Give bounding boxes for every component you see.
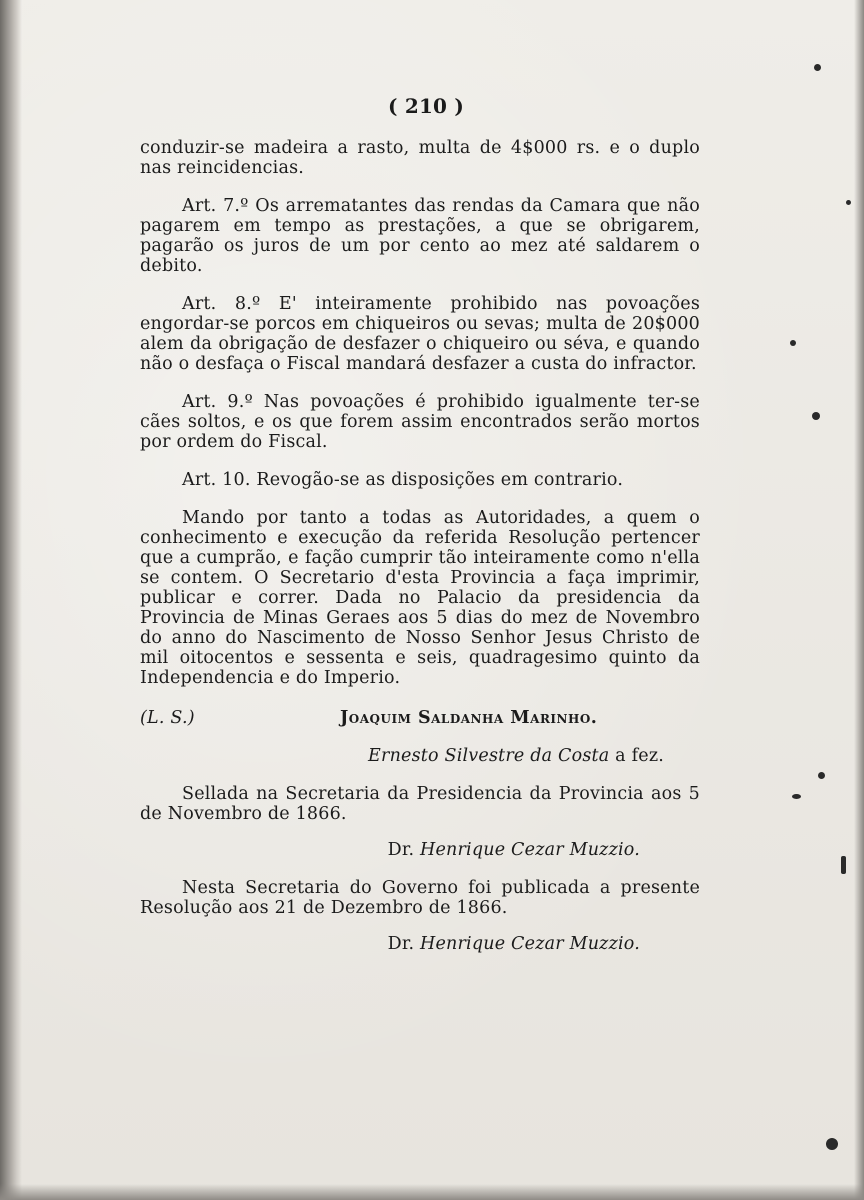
- published-signer-line: [140, 934, 700, 954]
- sealed-signer-prefix: Dr.: [387, 840, 420, 860]
- published-note: Nesta Secretaria do Governo foi publicada a presente Resolução aos 21 de Dezembro de 1866.: [140, 878, 700, 918]
- seal-mark: (L. S.): [140, 708, 195, 728]
- page-edge-right: [854, 0, 864, 1200]
- published-signer-name: Henrique Cezar Muzzio.: [420, 934, 640, 954]
- binding-shadow: [0, 0, 22, 1200]
- document-body: [140, 96, 700, 954]
- made-by-name: Ernesto Silvestre da Costa: [368, 746, 610, 766]
- paragraph-art-9: Art. 9.º Nas povoações é prohibido igualmente ter-se cães soltos, e os que forem assim encontrados serão mortos por ordem do Fiscal.: [140, 392, 700, 452]
- sealed-signer-name: Henrique Cezar Muzzio.: [420, 840, 640, 860]
- paragraph-continuation: conduzir-se madeira a rasto, multa de 4$000 rs. e o duplo nas reincidencias.: [140, 138, 700, 178]
- sealed-note: Sellada na Secretaria da Presidencia da Provincia aos 5 de Novembro de 1866.: [140, 784, 700, 824]
- page-number: ( 210 ): [388, 94, 464, 118]
- signatory-name: Joaquim Saldanha Marinho.: [340, 708, 598, 728]
- made-by-line: [140, 746, 700, 766]
- published-signer-prefix: Dr.: [387, 934, 420, 954]
- sealed-signer-line: [140, 840, 700, 860]
- paragraph-art-8: Art. 8.º E' inteiramente prohibido nas povoações engordar-se porcos em chiqueiros ou sevas; multa de 20$000 alem da obrigação de desfazer o chiqueiro ou séva, e quando não o desfaça o Fiscal mandará desfazer a custa do infractor.: [140, 294, 700, 374]
- paragraph-art-10: Art. 10. Revogão-se as disposições em contrario.: [182, 470, 624, 490]
- made-by-suffix: a fez.: [609, 746, 664, 766]
- page-edge-bottom: [0, 1184, 864, 1200]
- paragraph-art-7: Art. 7.º Os arrematantes das rendas da Camara que não pagarem em tempo as prestações, a que se obrigarem, pagarão os juros de um por cento ao mez até saldarem o debito.: [140, 196, 700, 276]
- signature-line: [140, 708, 700, 730]
- paragraph-mandate: Mando por tanto a todas as Autoridades, a quem o conhecimento e execução da referida Resolução pertencer que a cumprão, e fação cumprir tão inteiramente como n'ella se contem. O Secretario d'esta Provincia a faça imprimir, publicar e correr. Dada no Palacio da presidencia da Provincia de Minas Geraes aos 5 dias do mez de Novembro do anno do Nascimento de Nosso Senhor Jesus Christo de mil oitocentos e sessenta e seis, quadragesimo quinto da Independencia e do Imperio.: [140, 508, 700, 688]
